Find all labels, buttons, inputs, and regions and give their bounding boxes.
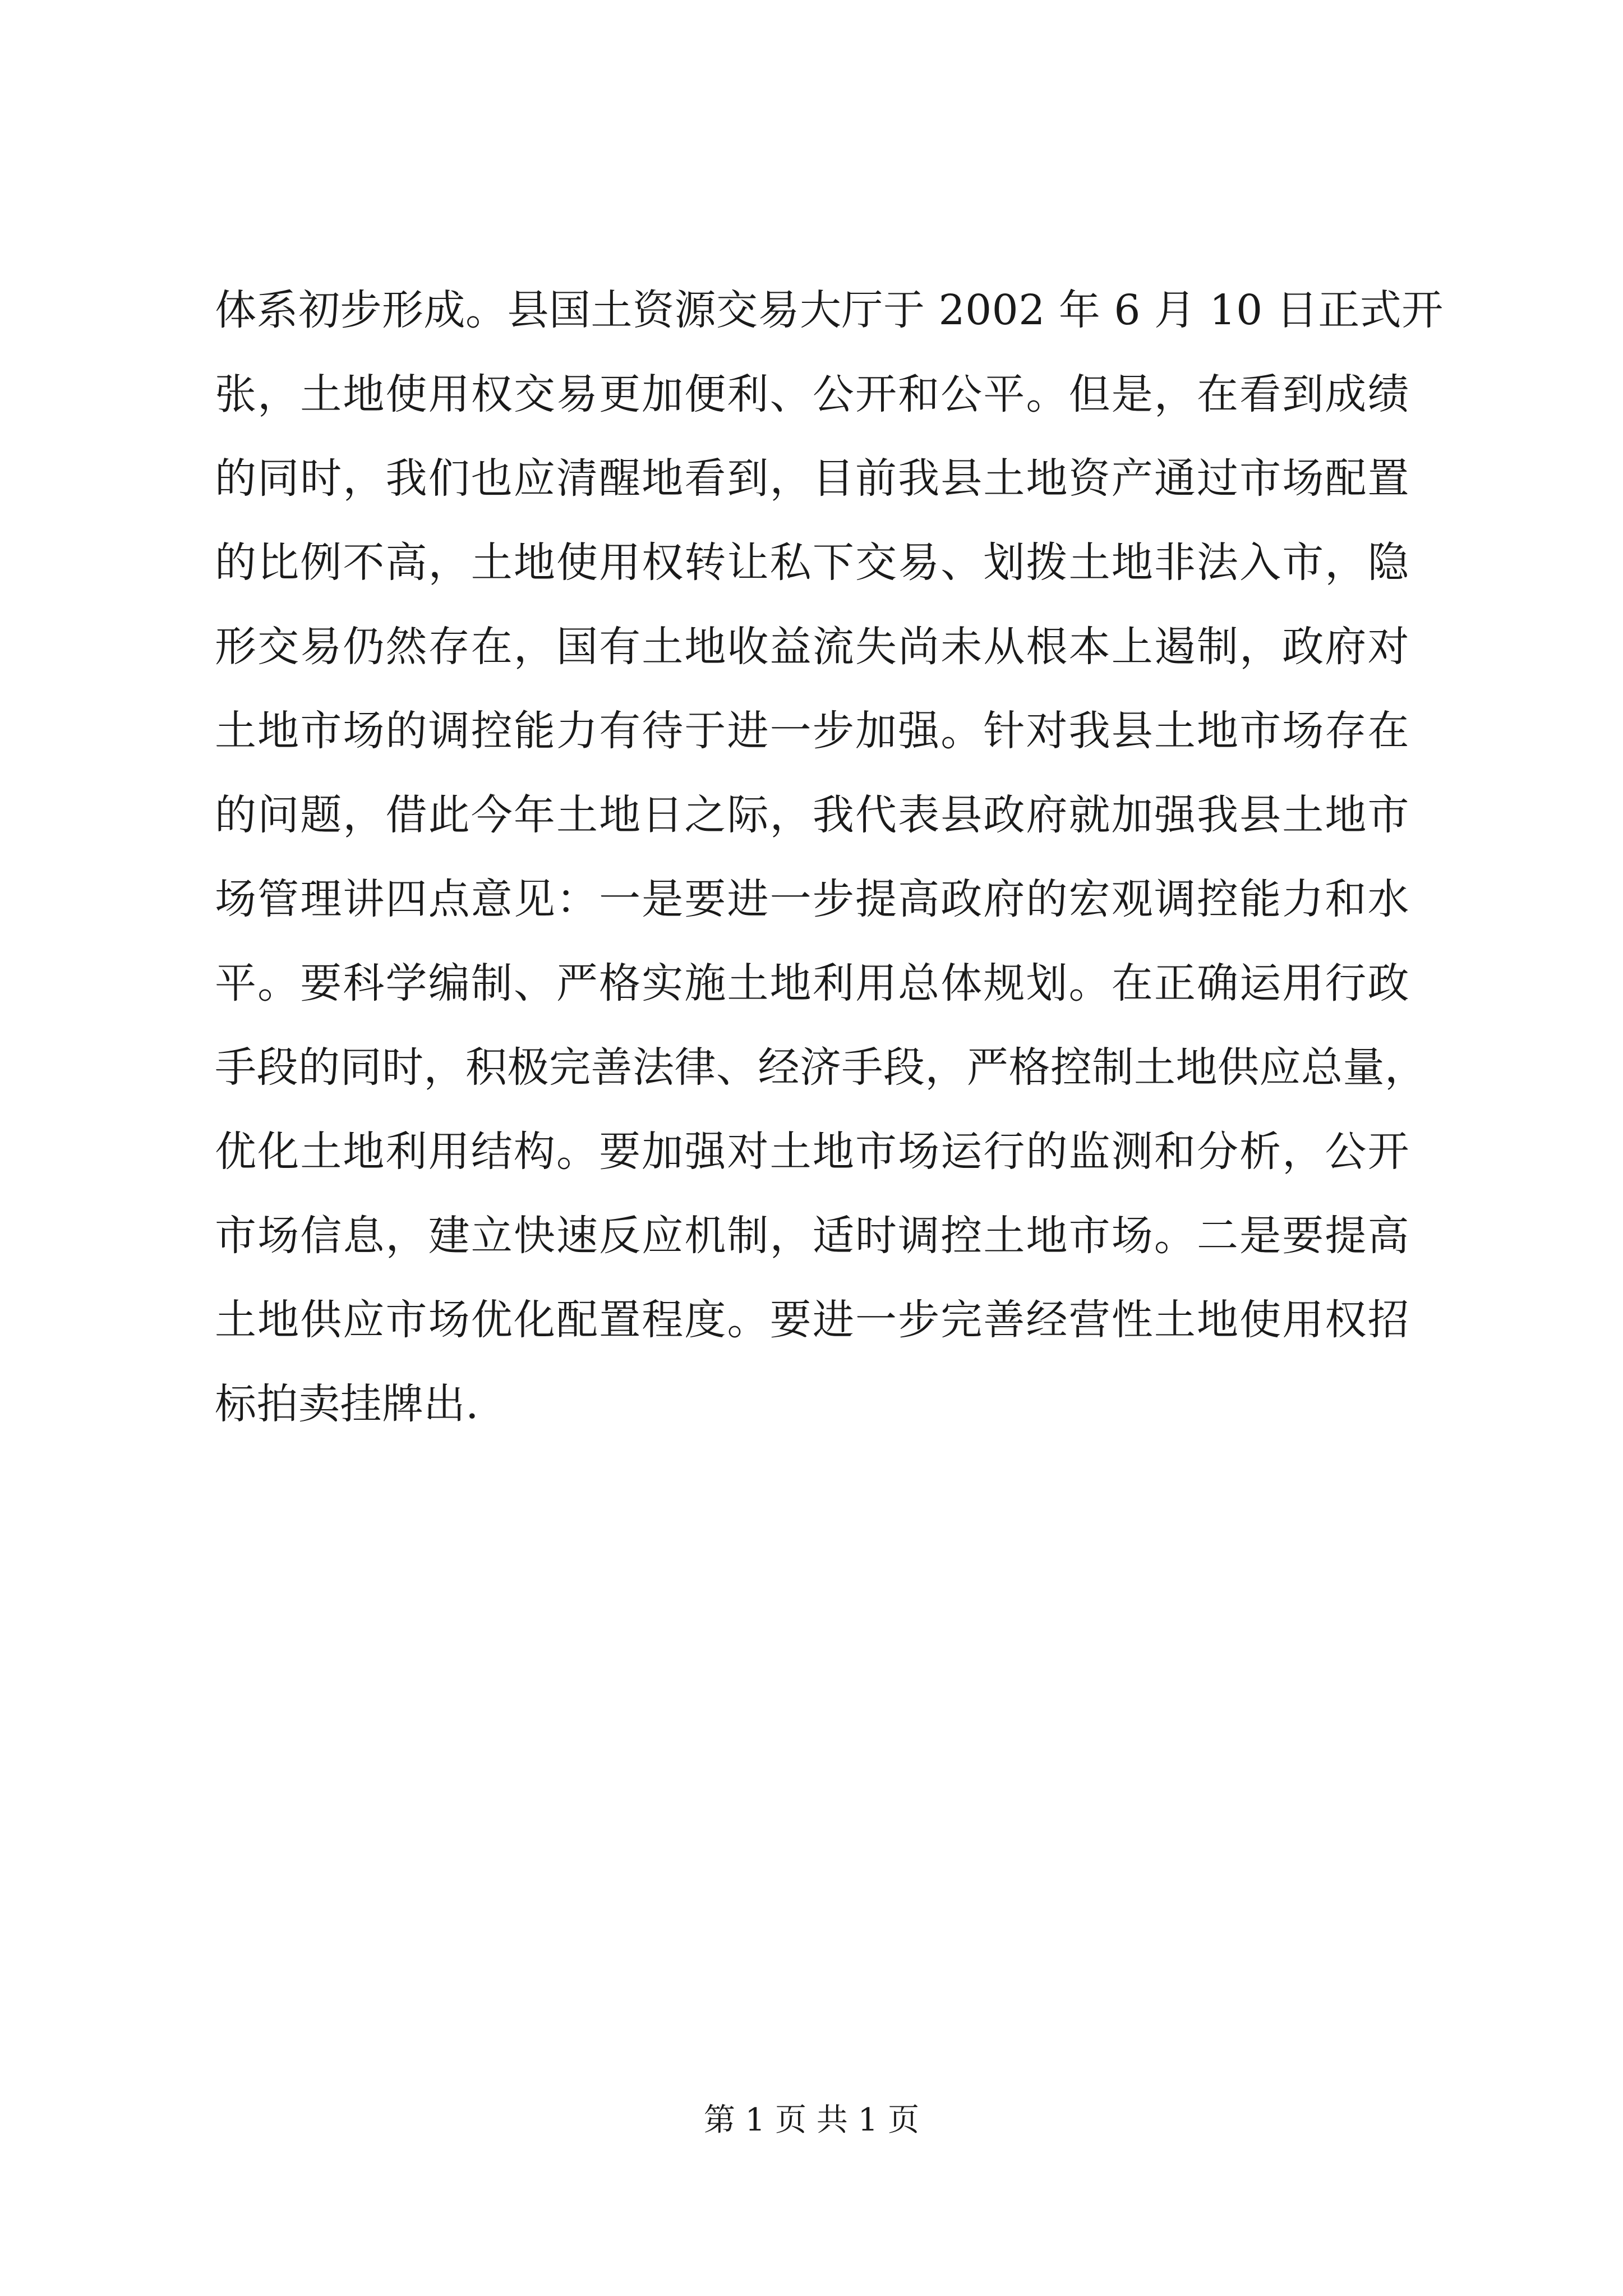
text-line-14: 标拍卖挂牌出.	[215, 1380, 479, 1428]
text-line-9: 平。要科学编制、严格实施土地利用总体规划。在正确运用行政	[215, 959, 1409, 1007]
text-line-11: 优化土地利用结构。要加强对土地市场运行的监测和分析，公开	[215, 1128, 1409, 1176]
text-line-3: 的同时，我们也应清醒地看到，目前我县土地资产通过市场配置	[215, 454, 1409, 503]
body-text	[215, 268, 1444, 1446]
page-footer: 第 1 页 共 1 页	[703, 2102, 920, 2138]
text-line-13: 土地供应市场优化配置程度。要进一步完善经营性土地使用权招	[215, 1296, 1409, 1344]
text-line-1: 体系初步形成。县国土资源交易大厅于 2002 年 6 月 10 日正式开	[215, 286, 1444, 334]
text-line-6: 土地市场的调控能力有待于进一步加强。针对我县土地市场存在	[215, 707, 1409, 755]
text-line-10: 手段的同时，积极完善法律、经济手段，严格控制土地供应总量，	[215, 1043, 1427, 1092]
text-line-5: 形交易仍然存在，国有土地收益流失尚未从根本上遏制，政府对	[215, 623, 1409, 671]
text-line-8: 场管理讲四点意见：一是要进一步提高政府的宏观调控能力和水	[215, 875, 1409, 923]
text-line-4: 的比例不高，土地使用权转让私下交易、划拨土地非法入市，隐	[215, 539, 1409, 587]
text-line-2: 张，土地使用权交易更加便利、公开和公平。但是，在看到成绩	[215, 370, 1409, 418]
text-line-12: 市场信息，建立快速反应机制，适时调控土地市场。二是要提高	[215, 1212, 1409, 1260]
text-line-7: 的问题，借此今年土地日之际，我代表县政府就加强我县土地市	[215, 791, 1409, 839]
